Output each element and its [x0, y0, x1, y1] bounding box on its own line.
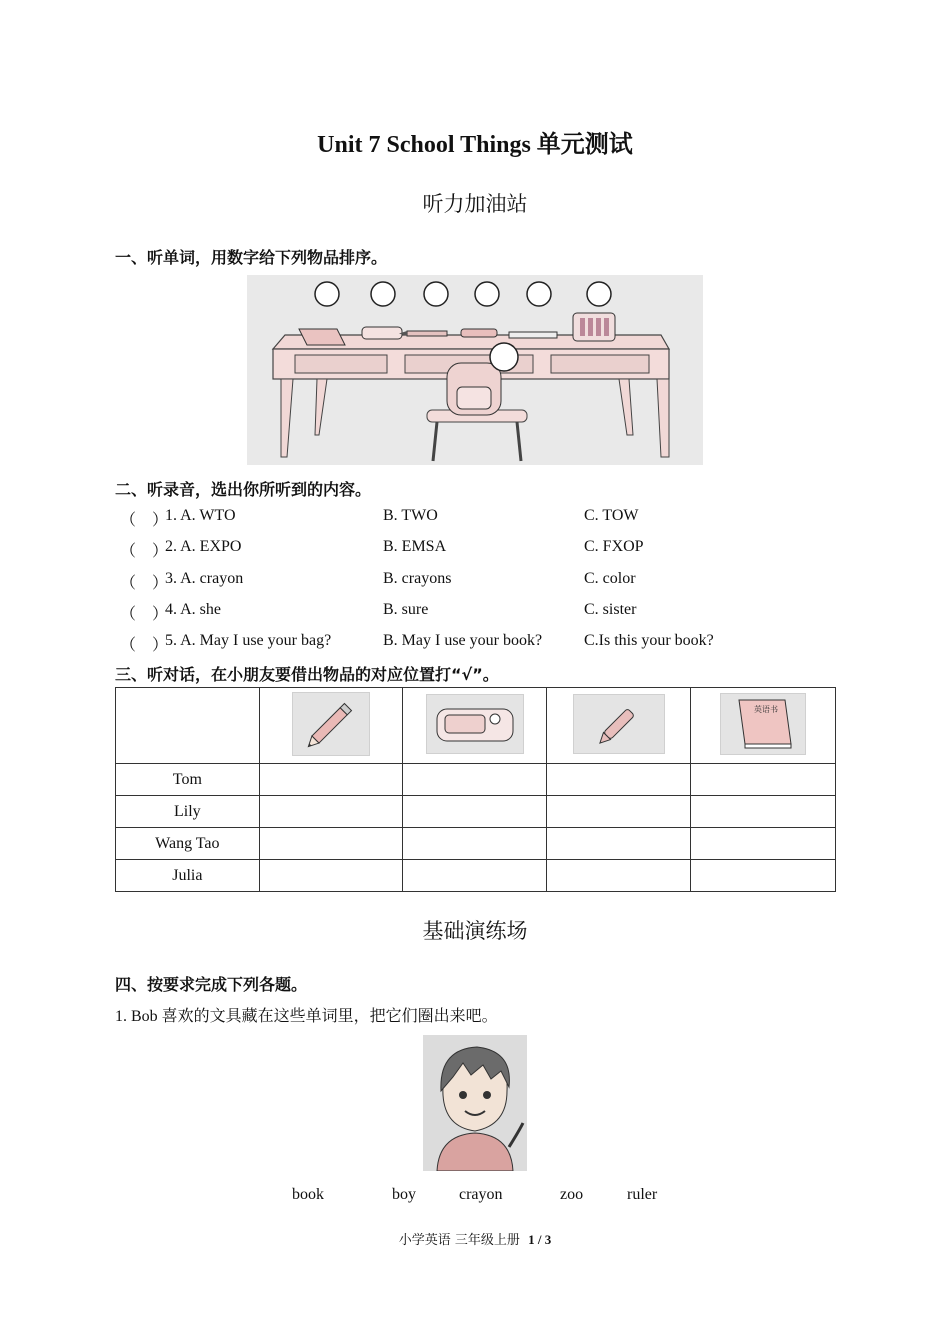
student-name: Tom	[116, 764, 260, 796]
question-4-heading: 四、按要求完成下列各题。	[115, 975, 308, 994]
option-c[interactable]: C.Is this your book?	[584, 632, 714, 649]
question-3-heading: 三、听对话，在小朋友要借出物品的对应位置打“√”。	[115, 665, 499, 684]
page-title: Unit 7 School Things 单元测试	[317, 132, 633, 158]
word[interactable]: book	[292, 1186, 324, 1203]
check-cell[interactable]	[547, 796, 691, 828]
option-b[interactable]: B. May I use your book?	[383, 632, 543, 649]
number-circle[interactable]	[587, 282, 611, 306]
option-c[interactable]: C. color	[584, 570, 636, 587]
question-2-item	[120, 601, 840, 623]
option-a[interactable]: 3. A. crayon	[165, 570, 244, 587]
check-cell[interactable]	[691, 796, 836, 828]
crayon-header-cell	[547, 688, 691, 764]
option-c[interactable]: C. TOW	[584, 507, 639, 524]
check-cell[interactable]	[403, 828, 547, 860]
option-b[interactable]: B. EMSA	[383, 538, 447, 555]
question-2-item	[120, 538, 840, 560]
number-circle[interactable]	[527, 282, 551, 306]
number-circle[interactable]	[490, 343, 518, 371]
check-cell[interactable]	[691, 860, 836, 892]
check-cell[interactable]	[547, 828, 691, 860]
word[interactable]: zoo	[560, 1186, 584, 1203]
empty-header-cell	[116, 688, 260, 764]
question-2-item	[120, 507, 840, 529]
option-a[interactable]: 1. A. WTO	[165, 507, 236, 524]
pencil-picture	[292, 692, 370, 756]
section-listening-title: 听力加油站	[422, 192, 528, 216]
option-b[interactable]: B. crayons	[383, 570, 452, 587]
borrow-table	[115, 687, 836, 892]
question-1-heading: 一、听单词，用数字给下列物品排序。	[115, 248, 388, 267]
option-a[interactable]: 2. A. EXPO	[165, 538, 242, 555]
pencil-box-icon	[427, 695, 523, 753]
check-cell[interactable]	[403, 764, 547, 796]
desk-scene-svg	[247, 275, 703, 465]
check-cell[interactable]	[547, 764, 691, 796]
bob-portrait	[423, 1035, 527, 1171]
option-b[interactable]: B. sure	[383, 601, 429, 618]
pencil-icon	[293, 693, 369, 755]
answer-bracket[interactable]: （ ）	[120, 543, 169, 560]
option-a[interactable]: 5. A. May I use your bag?	[165, 632, 332, 649]
pencil-box-picture	[426, 694, 524, 754]
question-2-heading: 二、听录音，选出你所听到的内容。	[115, 480, 372, 499]
check-cell[interactable]	[547, 860, 691, 892]
word[interactable]: ruler	[627, 1186, 658, 1203]
option-c[interactable]: C. FXOP	[584, 538, 644, 555]
book-header-cell	[691, 688, 836, 764]
check-cell[interactable]	[691, 764, 836, 796]
check-cell[interactable]	[403, 860, 547, 892]
word[interactable]: boy	[392, 1186, 416, 1203]
answer-bracket[interactable]: （ ）	[120, 606, 169, 623]
number-circle[interactable]	[371, 282, 395, 306]
option-c[interactable]: C. sister	[584, 601, 637, 618]
number-circle[interactable]	[315, 282, 339, 306]
boy-illustration	[423, 1035, 527, 1171]
question-4-sub1: 1. Bob 喜欢的文具藏在这些单词里，把它们圈出来吧。	[115, 1008, 498, 1025]
check-cell[interactable]	[259, 828, 403, 860]
student-name: Wang Tao	[116, 828, 260, 860]
answer-bracket[interactable]: （ ）	[120, 637, 169, 654]
word-list	[0, 1186, 950, 1208]
check-cell[interactable]	[259, 796, 403, 828]
check-cell[interactable]	[259, 764, 403, 796]
check-cell[interactable]	[259, 860, 403, 892]
pencil-header-cell	[259, 688, 403, 764]
question-2-item	[120, 570, 840, 592]
page-number: 1 / 3	[528, 1232, 552, 1247]
student-name: Julia	[116, 860, 260, 892]
crayon-picture	[573, 694, 665, 754]
book-icon	[721, 694, 805, 754]
option-b[interactable]: B. TWO	[383, 507, 438, 524]
answer-bracket[interactable]: （ ）	[120, 575, 169, 592]
answer-bracket[interactable]: （ ）	[120, 512, 169, 529]
option-a[interactable]: 4. A. she	[165, 601, 221, 618]
english-book-picture	[720, 693, 806, 755]
footer-text: 小学英语 三年级上册	[398, 1233, 520, 1248]
pencil-box-header-cell	[403, 688, 547, 764]
number-circle[interactable]	[475, 282, 499, 306]
student-name: Lily	[116, 796, 260, 828]
word[interactable]: crayon	[459, 1186, 503, 1203]
check-cell[interactable]	[403, 796, 547, 828]
page-footer	[0, 1229, 950, 1248]
book-cover-label: 英语书	[754, 704, 779, 714]
question-2-item	[120, 632, 840, 654]
crayon-icon	[574, 695, 664, 753]
section-basics-title: 基础演练场	[422, 919, 528, 943]
check-cell[interactable]	[691, 828, 836, 860]
desk-illustration	[247, 275, 703, 465]
number-circle[interactable]	[424, 282, 448, 306]
